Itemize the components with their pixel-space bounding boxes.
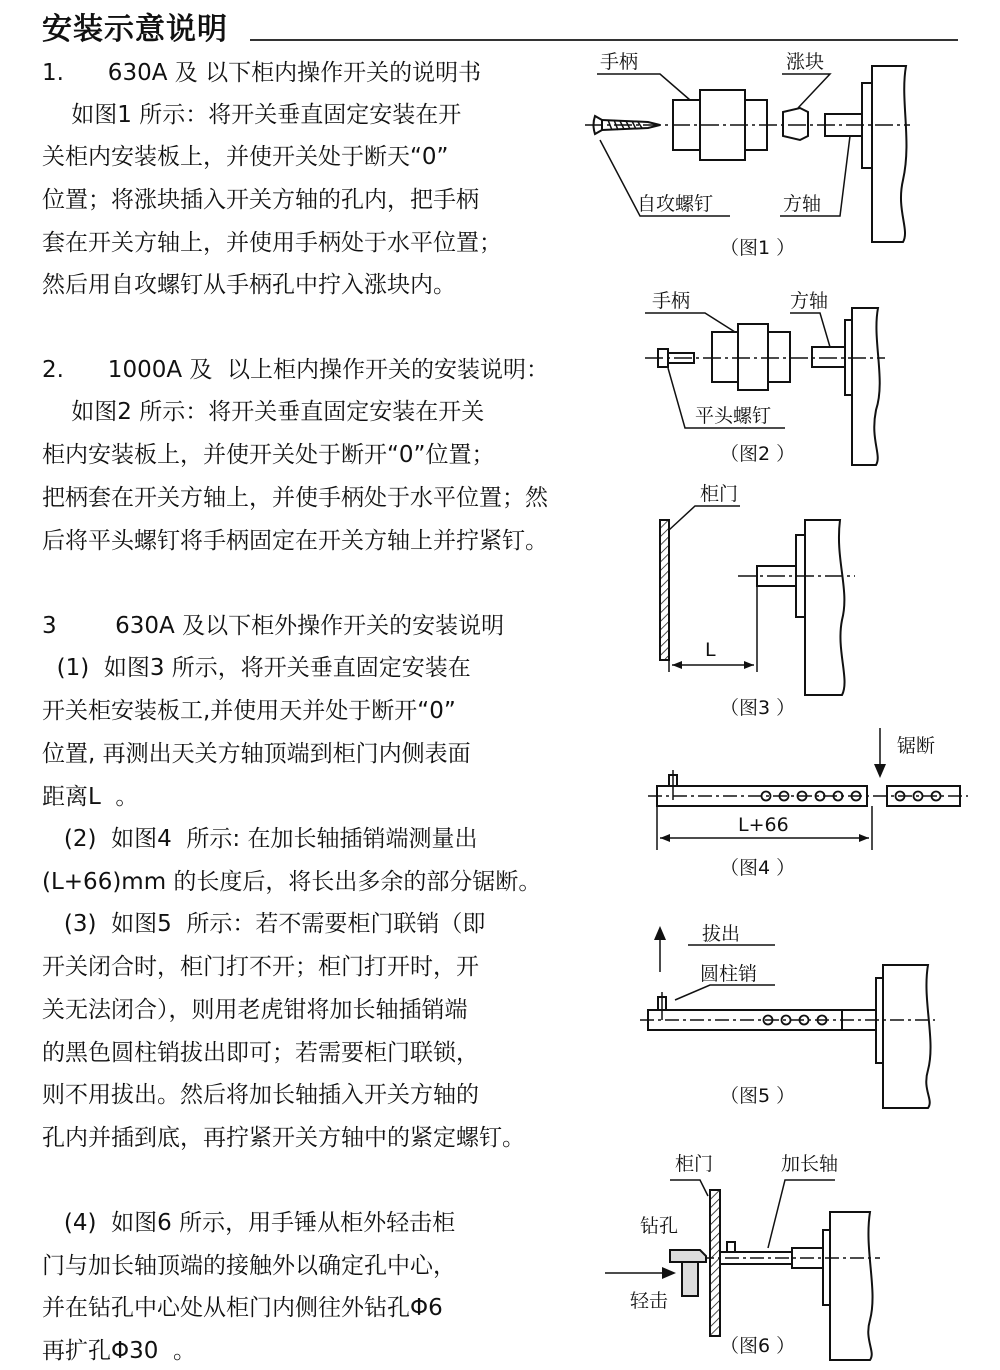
section-3-heading: 3 630A 及以下柜外操作开关的安装说明 [42, 613, 505, 639]
section-3-line: 的黑色圆柱销拔出即可；若需要柜门联锁， [42, 1040, 479, 1066]
section-2-heading: 2. 1000A 及 以上柜内操作开关的安装说明： [42, 357, 550, 383]
fig3-label-cabinet-door: 柜门 [700, 483, 739, 505]
section-3-line: (2) 如图4 所示: 在加长轴插销端测量出 [42, 826, 478, 852]
section-3-line: (1) 如图3 所示，将开关垂直固定安装在 [42, 655, 471, 681]
section-3-line: 关无法闭合），则用老虎钳将加长轴插销端 [42, 997, 468, 1023]
fig1-label-handle: 手柄 [600, 51, 639, 73]
section-3-line: (4) 如图6 所示，用手锤从柜外轻击柜 [42, 1210, 456, 1236]
fig2-label-handle: 手柄 [652, 290, 691, 312]
fig6-label-extension-shaft: 加长轴 [781, 1153, 839, 1175]
figure-2 [645, 308, 885, 465]
section-3-line: 位置, 再测出天关方轴顶端到柜门内侧表面 [42, 741, 471, 767]
fig2-label-square-shaft: 方轴 [790, 290, 829, 312]
fig6-hammer [682, 1262, 698, 1296]
fig5-caption: （图5 ） [720, 1085, 796, 1107]
fig2-caption: （图2 ） [720, 443, 796, 465]
section-1-line: 然后用自攻螺钉从手柄孔中拧入涨块内。 [42, 272, 456, 298]
fig4-label-saw-cut: 锯断 [897, 735, 936, 757]
fig1-label-expansion-block: 涨块 [786, 51, 825, 73]
fig5-label-cylindrical-pin: 圆柱销 [700, 963, 758, 985]
figure-6 [605, 1180, 880, 1360]
fig1-expansion-block [783, 108, 808, 140]
section-3-line: 距离L 。 [42, 784, 139, 810]
section-2-line: 柜内安装板上，并使开关处于断开“0”位置； [42, 442, 495, 468]
fig6-drill [670, 1250, 706, 1262]
figure-5 [640, 926, 935, 1108]
fig4-caption: （图4 ） [720, 857, 796, 879]
fig6-label-drill-hole: 钻孔 [640, 1215, 679, 1237]
section-3-line: 并在钻孔中心处从柜门内侧往外钻孔Φ6 [42, 1295, 443, 1321]
section-3-line: 开关闭合时，柜门打不开；柜门打开时，开 [42, 954, 479, 980]
section-3-line: (L+66)mm 的长度后，将长出多余的部分锯断。 [42, 869, 542, 895]
fig4-holes [762, 792, 941, 801]
fig4-label-dimension: L+66 [738, 814, 789, 836]
figure-3 [660, 506, 855, 695]
fig1-label-self-tapping-screw: 自攻螺钉 [637, 193, 714, 215]
section-2-line: 后将平头螺钉将手柄固定在开关方轴上并拧紧钉。 [42, 528, 548, 554]
section-3-line: (3) 如图5 所示：若不需要柜门联销（即 [42, 911, 486, 937]
fig3-cabinet-door [660, 520, 669, 660]
fig6-pin [727, 1242, 735, 1252]
section-3-line: 门与加长轴顶端的接触外以确定孔中心， [42, 1253, 456, 1279]
section-1-line: 如图1 所示：将开关垂直固定安装在开 [42, 102, 462, 128]
section-1-heading: 1. 630A 及 以下柜内操作开关的说明书 [42, 60, 482, 86]
fig3-label-dimension: L [705, 639, 716, 661]
fig2-handle [712, 324, 790, 390]
section-3-line: 则不用拔出。然后将加长轴插入开关方轴的 [42, 1082, 479, 1108]
fig6-label-tap: 轻击 [630, 1290, 669, 1312]
section-2-line: 如图2 所示：将开关垂直固定安装在开关 [42, 399, 485, 425]
fig5-label-pull-out: 拔出 [702, 923, 741, 945]
fig5-mounting-plate [883, 965, 931, 1108]
section-1-line: 套在开关方轴上，并使用手柄处于水平位置； [42, 230, 502, 256]
fig6-mounting-plate [830, 1212, 873, 1360]
fig6-label-cabinet-door: 柜门 [675, 1153, 714, 1175]
fig6-caption: （图6 ） [720, 1335, 796, 1357]
section-1-line: 位置；将涨块插入开关方轴的孔内，把手柄 [42, 187, 479, 213]
fig1-label-square-shaft: 方轴 [783, 193, 822, 215]
fig1-caption: （图1 ） [720, 237, 796, 259]
fig6-switch-flange [823, 1230, 830, 1305]
fig2-mounting-plate [852, 308, 880, 465]
section-3-line: 孔内并插到底，再拧紧开关方轴中的紧定螺钉。 [42, 1125, 525, 1151]
figure-1 [585, 66, 910, 242]
section-1-line: 关柜内安装板上，并使开关处于断天“0” [42, 144, 449, 170]
fig3-mounting-plate [805, 520, 845, 695]
fig1-mounting-plate [872, 66, 906, 242]
fig6-cabinet-door [710, 1190, 720, 1336]
fig2-square-shaft [812, 347, 845, 367]
section-3-line: 开关柜安装板工,并使用天并处于断开“0” [42, 698, 456, 724]
page-title: 安装示意说明 [42, 12, 228, 47]
fig3-caption: （图3 ） [720, 697, 796, 719]
section-2-line: 把柄套在开关方轴上，并使手柄处于水平位置；然 [42, 485, 548, 511]
section-3-line: 再扩孔Φ30 。 [42, 1338, 196, 1364]
fig2-label-flat-head-screw: 平头螺钉 [695, 405, 772, 427]
